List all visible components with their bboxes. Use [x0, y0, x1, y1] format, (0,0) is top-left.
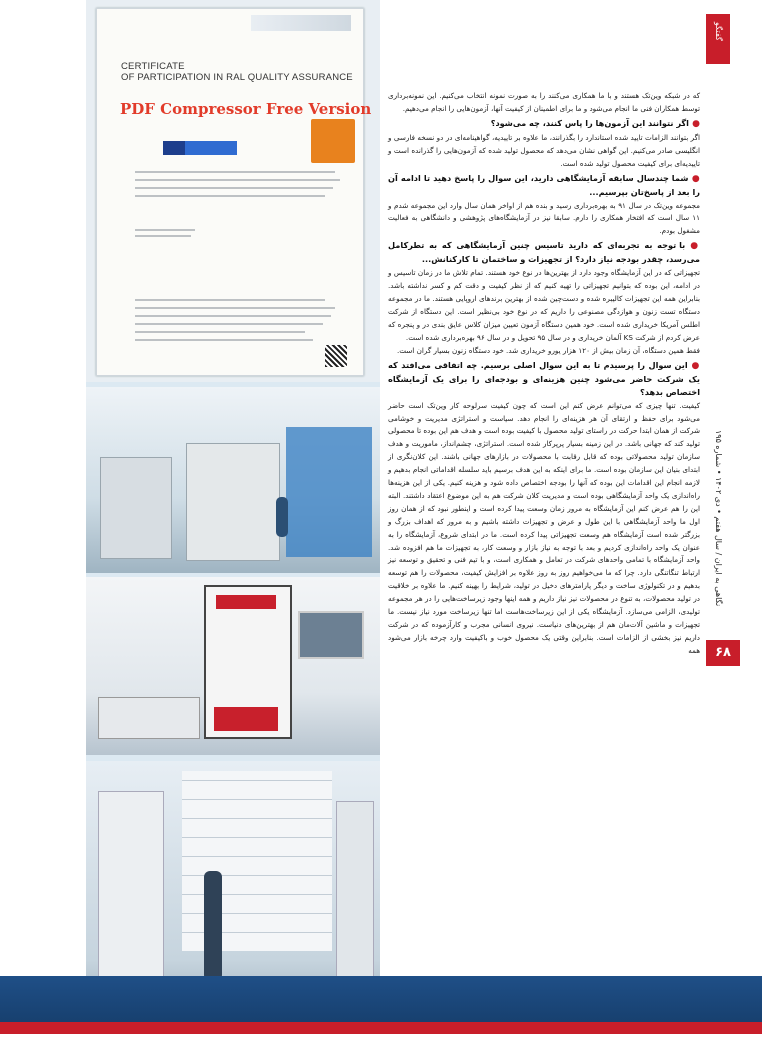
interview-answer: تجهیزاتی که در این آزمایشگاه وجود دارد از بهترین‌ها در نوع خود هستند. تمام تلاش ما در زمان تاسیس و در ادامه، این بوده که بتوانیم تجهیزاتی را تهیه کنیم که از نظر کیفیت و دقت کم و کسر نداشته باشد. بنابراین همه این تجهیزات کالیبره شده و دست‌چین شده از بهترین برندهای اروپایی هستند. ما در مجموعه دستگاه تست زنون و هوازدگی مصنوعی را داریم که در نوع خود بی‌نظیر است. این دستگاه از شرکت اطلس آمریکا خریداری شده است. خود همین دستگاه آزمون تعیین میزان کلاس عایق بندی در و پنجره که عرض کردم از شرکت KS آلمان خریداری و در سال ۹۵ تحویل و در سال ۹۶ بهره‌برداری شده است. [388, 268, 700, 342]
certificate-text-line [135, 229, 195, 231]
pdf-watermark: PDF Compressor Free Version [120, 100, 372, 118]
interview-question [388, 239, 700, 266]
bullet-dot-icon: ● [685, 241, 700, 252]
certificate-text-line [135, 187, 333, 189]
bullet-dot-icon: ● [688, 173, 700, 184]
wintech-logo [163, 141, 237, 155]
interview-answer: مجموعه وین‌تک در سال ۹۱ به بهره‌برداری رسید و بنده هم از اواخر همان سال وارد این مجموعه شدم و ۱۱ سال است که افتخار همکاری را دارم. سابقا نیز در آزمایشگاه‌های پژوهشی و دانشگاهی به فعالیت مشغول بودم. [388, 200, 700, 236]
certificate-text-line [135, 195, 325, 197]
interview-question [388, 172, 700, 199]
interview-question [388, 117, 700, 131]
certificate-photo [86, 0, 380, 382]
question-text: با توجه به تجربه‌ای که دارید تاسیس چنین آزمایشگاهی که به تطرکامل می‌رسد، چقدر بودجه نیاز دارد؟ از تجهیزات و ساختمان تا کارکنانش... [388, 240, 700, 265]
photo-column [86, 0, 380, 1045]
interview-question [388, 359, 700, 399]
lab-technician [204, 871, 222, 981]
lab-technician [276, 497, 288, 537]
certificate-document [96, 8, 364, 376]
lab-photo-1 [86, 387, 380, 573]
certificate-text-line [135, 235, 191, 237]
question-text: این سوال را پرسیدم تا به این سوال اصلی برسیم. چه اتفاقی می‌افتد که یک شرکت حاضر می‌شود چنین هزینه‌ای و بودجه‌ای را برای یک آزمایشگاه اختصاص بدهد؟ [388, 359, 700, 397]
footer-band [0, 976, 762, 1022]
lab-photo-2 [86, 577, 380, 755]
bullet-dot-icon: ● [687, 360, 700, 371]
qr-code [325, 345, 347, 367]
certificate-text-line [135, 171, 335, 173]
guetegemeinschaft-logo [251, 15, 351, 31]
question-text: شما چندسال سابقه آزمایشگاهی دارید، این سوال را پاسخ دهید تا ادامه آن را بعد از پاسخ‌تان بپرسیم... [388, 172, 700, 197]
interview-answer: کیفیت. تنها چیزی که می‌توانم عرض کنم این است که چون کیفیت سرلوحه کار وین‌تک است حاضر می‌شود برای حفظ و ارتقای آن هر هزینه‌ای را انجام دهد. سیاست و استراتژی مدیریت و خوشامی شرکت از همان ابتدا حرکت در راستای تولید محصول با کیفیت بوده است و هدف هم این بوده تا محصولی تولید کند که جهانی باشد. در این زمینه بسیار پرپرکار شده است. استراتژی، چشم‌انداز، ماموریت و هدف سازمان تولید محصولاتی بوده که قابل رقابت با محصولات در بازارهای جهانی باشند. این کلان‌نگری از ابتدای بنیان این سازمان بوده است. ما برای اینکه به این هدف برسیم باید سلسله اقداماتی انجام بدهیم و لازمه انجام این اقدامات این بوده که آنها را بودجه اختصاص داده شود و هزینه کنیم. یکی از این هزینه‌ها راه‌اندازی یک واحد آزمایشگاهی بوده است و مدیریت کلان شرکت هم به این موضوع اعتقاد داشتند. البته این را هم عرض کنم این آزمایشگاه به مرور زمان وسعت پیدا کرده است و اینطور نبود که از همان روز اول ما واحد آزمایشگاهی با این طول و عرض و تجهیزات داشته باشیم و به مرور که اهداف بزرگ و بزرگتر شده است آزمایشگاه هم وسعت تجهیزاتی پیدا کرده است. ما در ابتدای شروع، آزمایشگاه را به عنوان یک واحد راه‌اندازی کردیم و بعد با توجه به نیاز بازار و وسعت کار، به تجهیزات ما هم افزوده شد. واحد آزمایشگاه با تمامی واحدهای شرکت در تعامل و همکاری است، و با تیم فنی و تحقیق و توسعه نیز ارتباط تنگاتنگی دارد. چرا که ما می‌خواهیم روز به روز علاوه بر افزایش کیفیت، محصولات را هم توسعه بدهیم و در تکنولوژی ساخت و دیگر پارامترهای دخیل در تولید، شرایط را بهینه کنیم. ما علاوه بر خلاقیت در تولید محصولات، به تنوع در محصولات نیز نیاز داریم و همه اینها وجود زیرساخت‌هایی را در هر مجموعه تولیدی، الزامی می‌سازد. آزمایشگاه یکی از این زیرساخت‌هاست اما تنها زیرساخت مورد نیاز نیست. ما تجهیزات و ماشین آلات‌مان هم از بهترین‌های دنیاست. نیروی انسانی مجرب و کارآزموده که در شرکت داریم نیز بخشی از الزامات است. بنابراین وقتی یک محصول خوب و باکیفیت وارد چرخه بازار می‌شود همه [388, 400, 700, 655]
page-number: ۶۸ [706, 640, 740, 666]
monitor [298, 611, 364, 659]
certificate-text-line [135, 179, 340, 181]
certificate-title: CERTIFICATE OF PARTICIPATION IN RAL QUALITY ASSURANCE [121, 61, 353, 83]
question-text: اگر نتوانند این آزمون‌ها را پاس کنند، چه می‌شود؟ [490, 117, 689, 128]
interview-answer: اگر بتوانند الزامات تایید شده استاندارد را بگذرانند، ما علاوه بر تاییدیه، گواهینامه‌ای در دو نسخه فارسی و انگلیسی صادر می‌کنیم. این گواهی نشان می‌دهد که محصول تولید شده که آزمون‌هایی را گذرانده است و تاییدیه‌ای برای کیفیت محصول تولید شده است. [388, 132, 700, 168]
article-body [388, 90, 700, 970]
ral-quality-seal [311, 119, 355, 163]
side-strip [728, 0, 762, 1045]
bullet-dot-icon: ● [689, 118, 700, 129]
tensile-tester-base [214, 707, 278, 731]
footer-bottom [0, 1034, 762, 1045]
interview-answer: که در شبکه وین‌تک هستند و با ما همکاری می‌کنند را به صورت نمونه انتخاب می‌کنیم. این نمونه‌برداری توسط همکاران فنی ما انجام می‌شود و ما برای اطمینان از کیفیت آنها، آزمون‌هایی را انجام می‌دهیم. [388, 91, 700, 113]
certificate-text-line [135, 299, 325, 301]
certificate-text-line [135, 315, 331, 317]
lab-window [286, 427, 372, 557]
magazine-info: نگاهی به ایران / سال هفتم • دی ۱۴۰۲ • شماره ۱۹۵ [714, 430, 723, 607]
test-machine [100, 457, 172, 559]
footer-stripe [0, 1022, 762, 1034]
certificate-text-line [135, 307, 335, 309]
test-machine [186, 443, 280, 561]
certificate-text-line [135, 331, 305, 333]
interview-answer: فقط همین دستگاه، آن زمان بیش از ۱۲۰ هزار یورو خریداری شد. خود دستگاه زنون بسیار گران است. [396, 345, 700, 355]
certificate-text-line [135, 323, 323, 325]
lab-bench [98, 697, 200, 739]
tensile-tester-crosshead [216, 595, 276, 609]
certificate-text-line [135, 339, 313, 341]
section-label: گفتگو [714, 22, 723, 41]
